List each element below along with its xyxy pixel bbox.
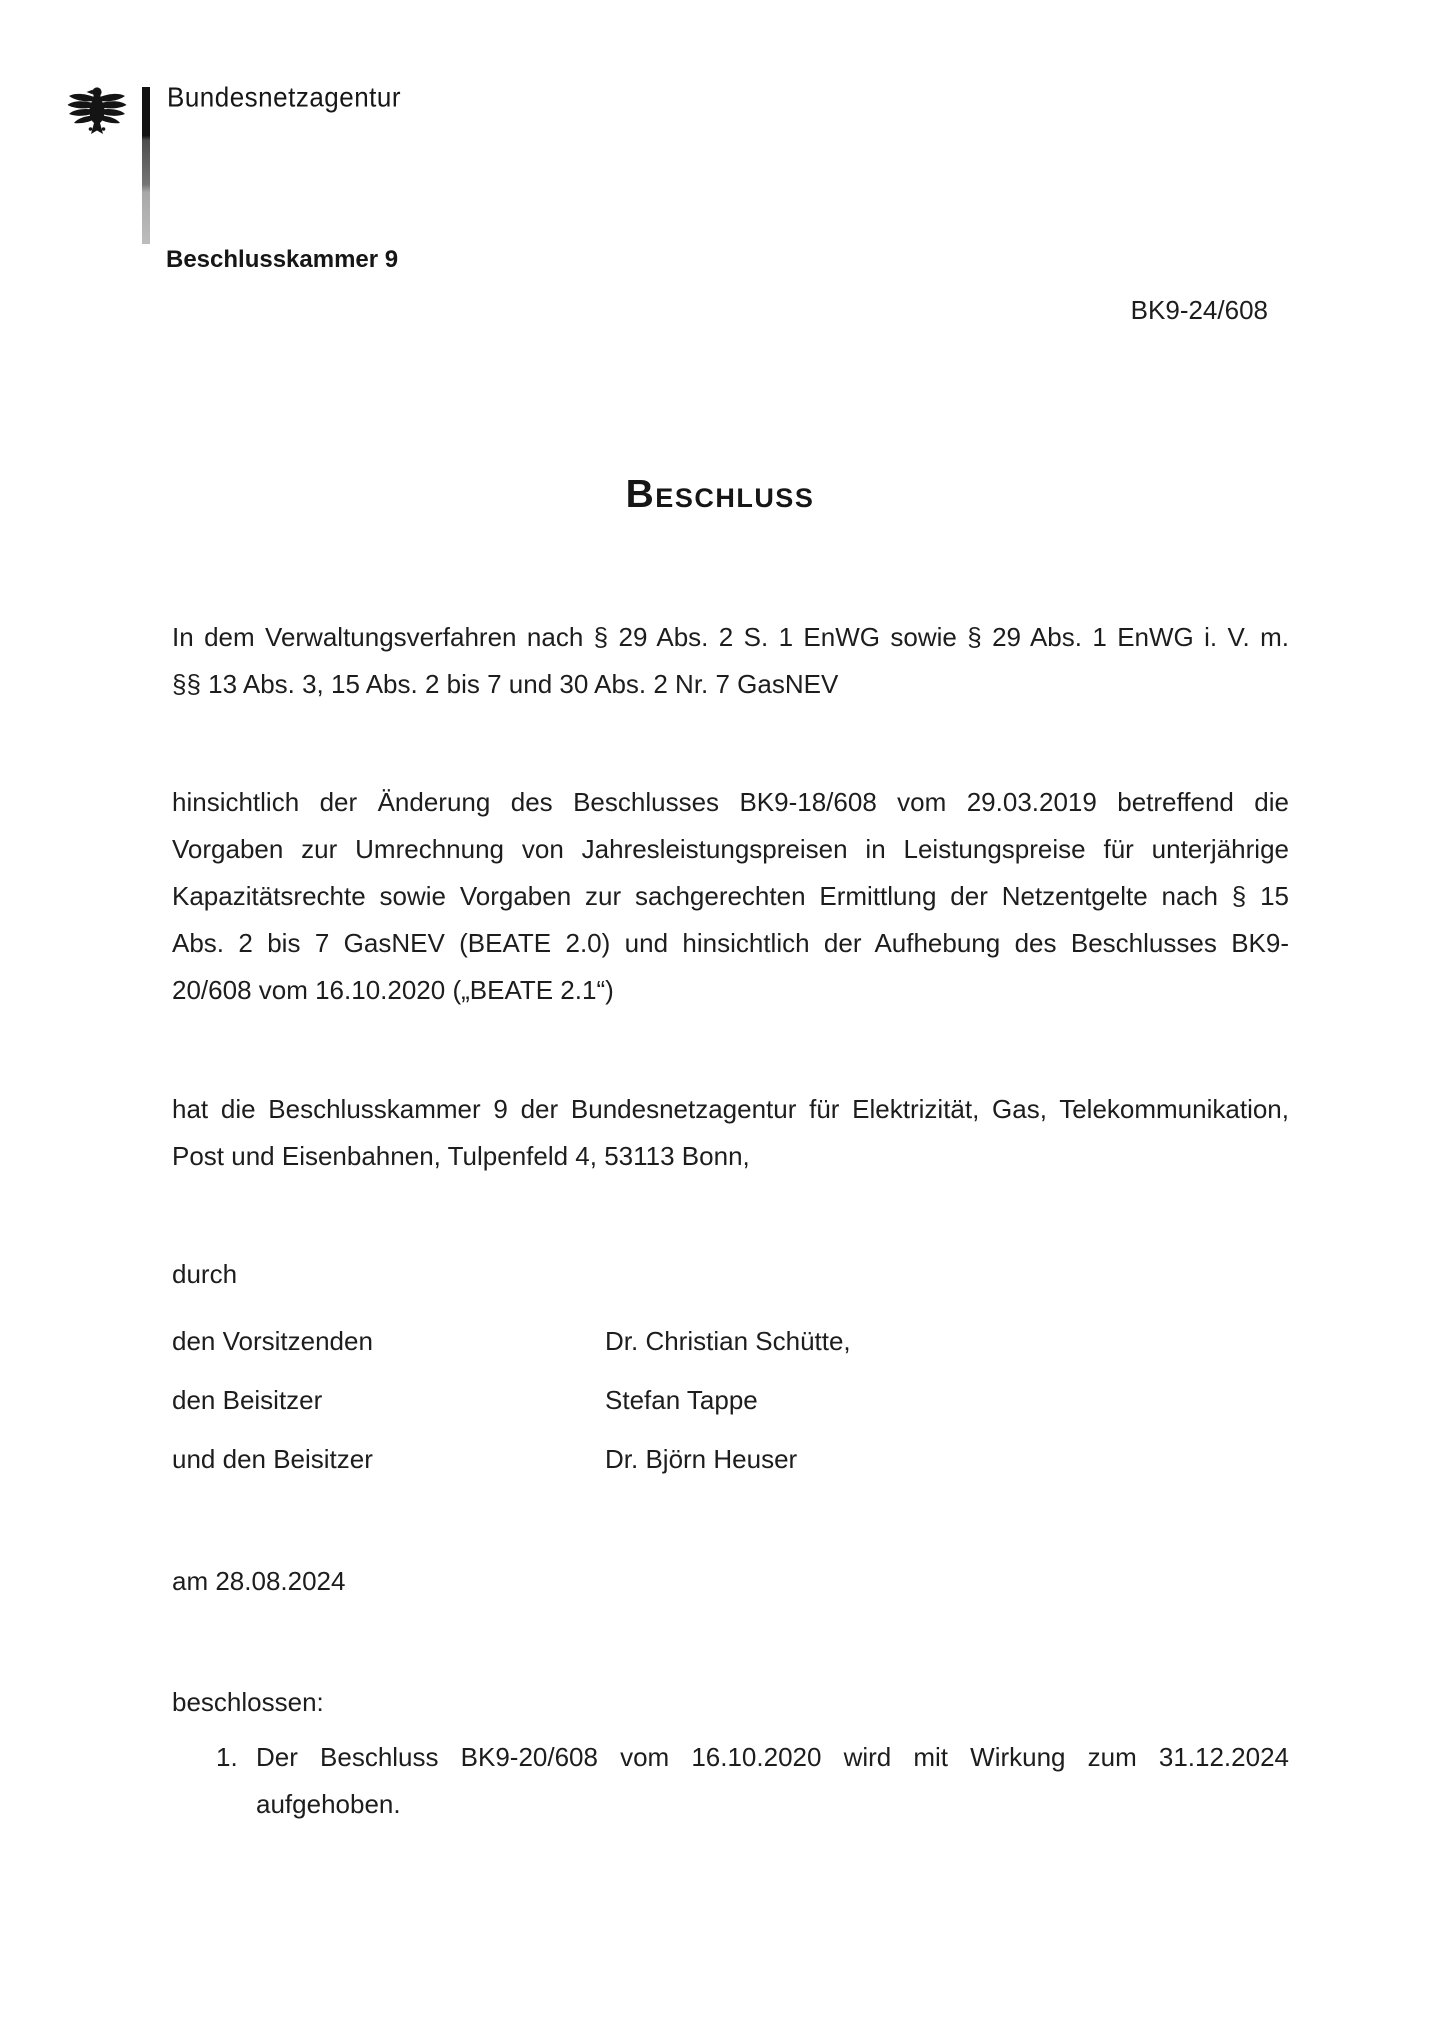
document-title: Beschluss bbox=[625, 473, 815, 516]
decision-date: am 28.08.2024 bbox=[172, 1566, 346, 1596]
decision-item bbox=[172, 1734, 1289, 1828]
decision-item-number: 1. bbox=[216, 1742, 238, 1772]
member-name: Stefan Tappe bbox=[605, 1385, 758, 1415]
member-name: Dr. Björn Heuser bbox=[605, 1444, 798, 1474]
intro-paragraph-3: hat die Beschlusskammer 9 der Bundesnetzagentur für Elektrizität, Gas, Telekommunikation, Post und Eisenbahnen, Tulpenfeld 4, 53113 Bonn, bbox=[172, 1094, 1289, 1171]
member-role: und den Beisitzer bbox=[172, 1444, 373, 1474]
federal-eagle-icon bbox=[66, 84, 128, 142]
panel-member-row bbox=[172, 1377, 1289, 1424]
panel-members bbox=[172, 1318, 1289, 1483]
member-role: den Vorsitzenden bbox=[172, 1326, 373, 1356]
panel-lead: durch bbox=[172, 1259, 238, 1289]
member-role: den Beisitzer bbox=[172, 1385, 323, 1415]
agency-wordmark: Bundesnetzagentur bbox=[167, 80, 402, 113]
intro-paragraph-1: In dem Verwaltungsverfahren nach § 29 Abs. 2 S. 1 EnWG sowie § 29 Abs. 1 EnWG i. V. m. §§ 13 Abs. 3, 15 Abs. 2 bis 7 und 30 Abs. 2 Nr. 7 GasNEV bbox=[172, 622, 1289, 699]
decision-lead: beschlossen: bbox=[172, 1687, 324, 1717]
panel-member-row bbox=[172, 1318, 1289, 1365]
chamber-label: Beschlusskammer 9 bbox=[166, 246, 399, 273]
logo-gradient-bar bbox=[142, 87, 150, 244]
member-name: Dr. Christian Schütte, bbox=[605, 1326, 851, 1356]
decision-item-text: Der Beschluss BK9-20/608 vom 16.10.2020 wird mit Wirkung zum 31.12.2024 aufgehoben. bbox=[256, 1742, 1289, 1819]
panel-member-row bbox=[172, 1436, 1289, 1483]
document-body bbox=[172, 614, 1289, 1828]
case-number: BK9-24/608 bbox=[1130, 295, 1268, 325]
intro-paragraph-2: hinsichtlich der Änderung des Beschlusses BK9-18/608 vom 29.03.2019 betreffend die Vorgaben zur Umrechnung von Jahresleistungspreisen in Leistungspreise für unterjährige Kapazitätsrechte sowie Vorgaben zur sachgerechten Ermittlung der Netzentgelte nach § 15 Abs. 2 bis 7 GasNEV (BEATE 2.0) und hinsichtlich der Aufhebung des Beschlusses BK9- 20/608 vom 16.10.2020 („BEATE 2.1“) bbox=[172, 787, 1289, 1005]
